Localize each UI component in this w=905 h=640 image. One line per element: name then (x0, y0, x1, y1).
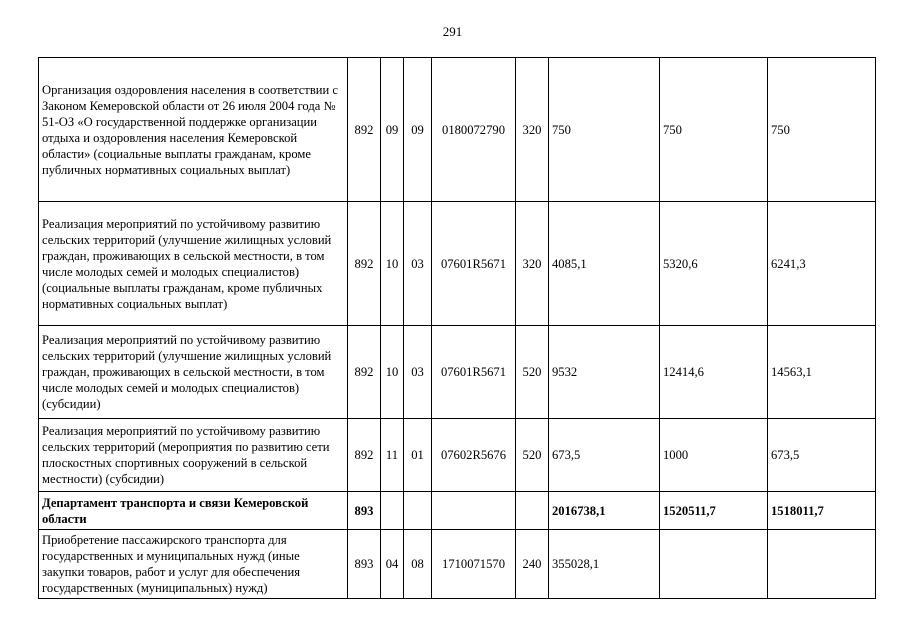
table-row (39, 202, 876, 326)
amount-year-2: 750 (660, 58, 768, 202)
table-row (39, 58, 876, 202)
row-name: Реализация мероприятий по устойчивому развитию сельских территорий (мероприятия по развитию сети плоскостных спортивных сооружений в сельской местности) (субсидии) (39, 419, 348, 492)
subsection-code: 09 (404, 58, 432, 202)
section-code (381, 492, 404, 530)
row-name: Приобретение пассажирского транспорта для государственных и муниципальных нужд (иные закупки товаров, работ и услуг для обеспечения государственных (муниципальных) нужд) (39, 530, 348, 599)
expense-type-code: 520 (516, 326, 549, 419)
amount-year-1: 673,5 (549, 419, 660, 492)
section-code: 09 (381, 58, 404, 202)
amount-year-3: 673,5 (768, 419, 876, 492)
section-code: 11 (381, 419, 404, 492)
page-number: 291 (442, 24, 463, 39)
row-name: Реализация мероприятий по устойчивому развитию сельских территорий (улучшение жилищных условий граждан, проживающих в сельской местности, в том числе молодых семей и молодых специалистов) (социальные выплаты гражданам, кроме публичных нормативных социальных выплат) (39, 202, 348, 326)
ministry-code: 893 (348, 530, 381, 599)
ministry-code: 892 (348, 419, 381, 492)
table-row (39, 326, 876, 419)
expense-type-code: 320 (516, 58, 549, 202)
amount-year-2: 5320,6 (660, 202, 768, 326)
amount-year-1: 4085,1 (549, 202, 660, 326)
target-article-code: 07601R5671 (432, 326, 516, 419)
amount-year-3: 1518011,7 (768, 492, 876, 530)
subsection-code: 03 (404, 326, 432, 419)
section-code: 10 (381, 326, 404, 419)
subsection-code: 08 (404, 530, 432, 599)
section-code: 04 (381, 530, 404, 599)
subsection-code: 01 (404, 419, 432, 492)
target-article-code (432, 492, 516, 530)
expense-type-code: 240 (516, 530, 549, 599)
amount-year-1: 355028,1 (549, 530, 660, 599)
table-row (39, 419, 876, 492)
target-article-code: 07601R5671 (432, 202, 516, 326)
table-row (39, 492, 876, 530)
amount-year-1: 2016738,1 (549, 492, 660, 530)
row-name: Организация оздоровления населения в соответствии с Законом Кемеровской области от 26 июля 2004 года № 51-ОЗ «О государственной поддержке организации отдыха и оздоровления населения Кемеровской области» (социальные выплаты гражданам, кроме публичных нормативных социальных выплат) (39, 58, 348, 202)
amount-year-3: 14563,1 (768, 326, 876, 419)
expense-type-code (516, 492, 549, 530)
ministry-code: 892 (348, 202, 381, 326)
amount-year-1: 750 (549, 58, 660, 202)
expense-type-code: 520 (516, 419, 549, 492)
budget-table (38, 57, 876, 599)
amount-year-2: 12414,6 (660, 326, 768, 419)
amount-year-2 (660, 530, 768, 599)
expense-type-code: 320 (516, 202, 549, 326)
row-name: Реализация мероприятий по устойчивому развитию сельских территорий (улучшение жилищных условий граждан, проживающих в сельской местности, в том числе молодых семей и молодых специалистов) (субсидии) (39, 326, 348, 419)
amount-year-3 (768, 530, 876, 599)
ministry-code: 893 (348, 492, 381, 530)
section-code: 10 (381, 202, 404, 326)
target-article-code: 0180072790 (432, 58, 516, 202)
amount-year-1: 9532 (549, 326, 660, 419)
target-article-code: 07602R5676 (432, 419, 516, 492)
row-name: Департамент транспорта и связи Кемеровской области (39, 492, 348, 530)
ministry-code: 892 (348, 58, 381, 202)
amount-year-3: 6241,3 (768, 202, 876, 326)
subsection-code (404, 492, 432, 530)
amount-year-2: 1000 (660, 419, 768, 492)
subsection-code: 03 (404, 202, 432, 326)
amount-year-3: 750 (768, 58, 876, 202)
table-row (39, 530, 876, 599)
ministry-code: 892 (348, 326, 381, 419)
amount-year-2: 1520511,7 (660, 492, 768, 530)
target-article-code: 1710071570 (432, 530, 516, 599)
